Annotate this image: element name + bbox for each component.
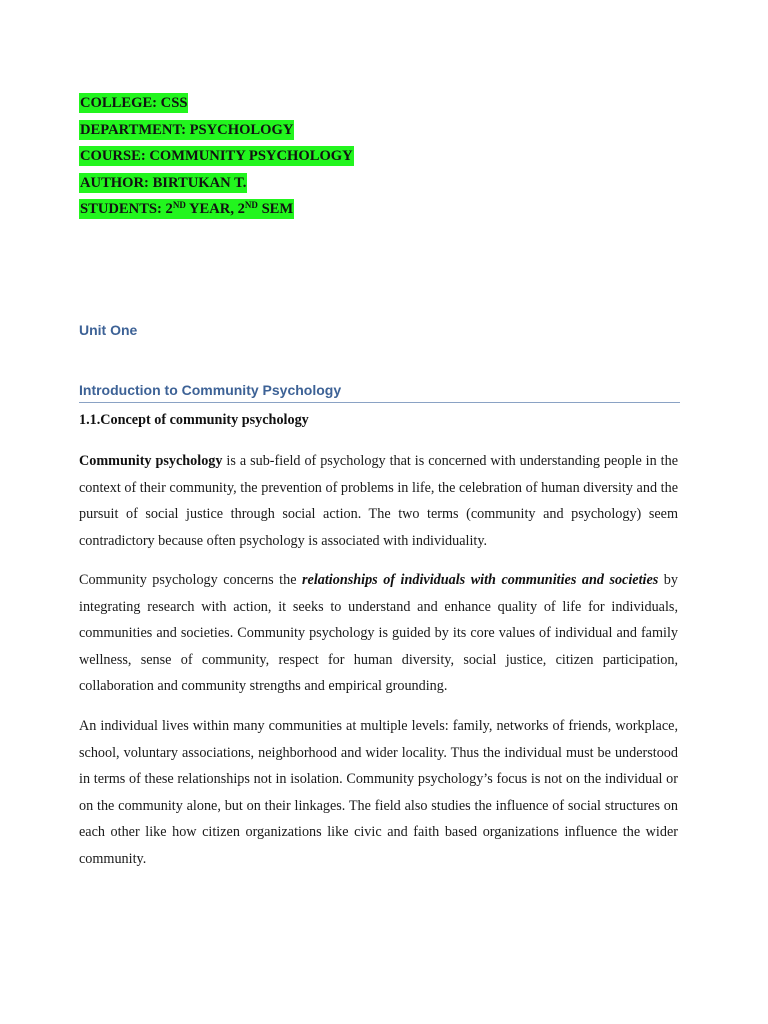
- course-info-block: [79, 90, 354, 223]
- unit-title: Unit One: [79, 322, 138, 338]
- students-line: [79, 196, 354, 223]
- paragraph-3: [79, 713, 678, 873]
- paragraph-2-before: Community psychology concerns the: [79, 572, 303, 588]
- author-label: AUTHOR: BIRTUKAN T.: [80, 174, 247, 191]
- section-heading: Introduction to Community Psychology: [79, 382, 680, 403]
- paragraph-2-emphasis: relationships of individuals with communities and societies: [302, 572, 659, 588]
- paragraph-2: [79, 567, 678, 700]
- paragraph-3-text: An individual lives within many communities at multiple levels: family, networks of friends, workplace, school, voluntary associations, neighborhood and wider locality. Thus the individual must be understood in terms of these relationships not in isolation. Community psychology’s focus is not on the individual or on the community alone, but on their linkages. The field also studies the influence of social structures on each other like how citizen organizations like civic and faith based organizations influence the wider community.: [79, 718, 678, 867]
- students-suffix: SEM: [257, 201, 294, 217]
- subsection-heading: 1.1.Concept of community psychology: [79, 412, 309, 428]
- author-line: [79, 170, 354, 197]
- students-prefix: STUDENTS: 2: [80, 201, 173, 217]
- college-line: [79, 90, 354, 117]
- paragraph-2-after: by integrating research with action, it seeks to understand and enhance quality of life for individuals, communities and societies. Community psychology is guided by its core values of individual and family wellness, sense of community, respect for human diversity, social justice, citizen participation, collaboration and community strengths and empirical grounding.: [79, 572, 678, 695]
- paragraph-1: [79, 448, 678, 554]
- department-label: DEPARTMENT: PSYCHOLOGY: [80, 121, 294, 138]
- college-label: COLLEGE: CSS: [80, 95, 188, 111]
- course-line: [79, 143, 354, 170]
- department-line: [79, 117, 354, 144]
- students-label: [79, 199, 294, 219]
- students-middle: YEAR, 2: [185, 201, 245, 217]
- paragraph-1-lead: Community psychology: [79, 453, 223, 469]
- course-label: COURSE: COMMUNITY PSYCHOLOGY: [80, 148, 353, 164]
- students-year-suffix: ND: [172, 200, 186, 210]
- students-sem-suffix: ND: [244, 200, 258, 210]
- paragraph-1-text: is a sub-field of psychology that is concerned with understanding people in the context of their community, the prevention of problems in life, the celebration of human diversity and the pursuit of social justice through social action. The two terms (community and psychology) seem contradictory because often psychology is associated with individuality.: [79, 453, 678, 549]
